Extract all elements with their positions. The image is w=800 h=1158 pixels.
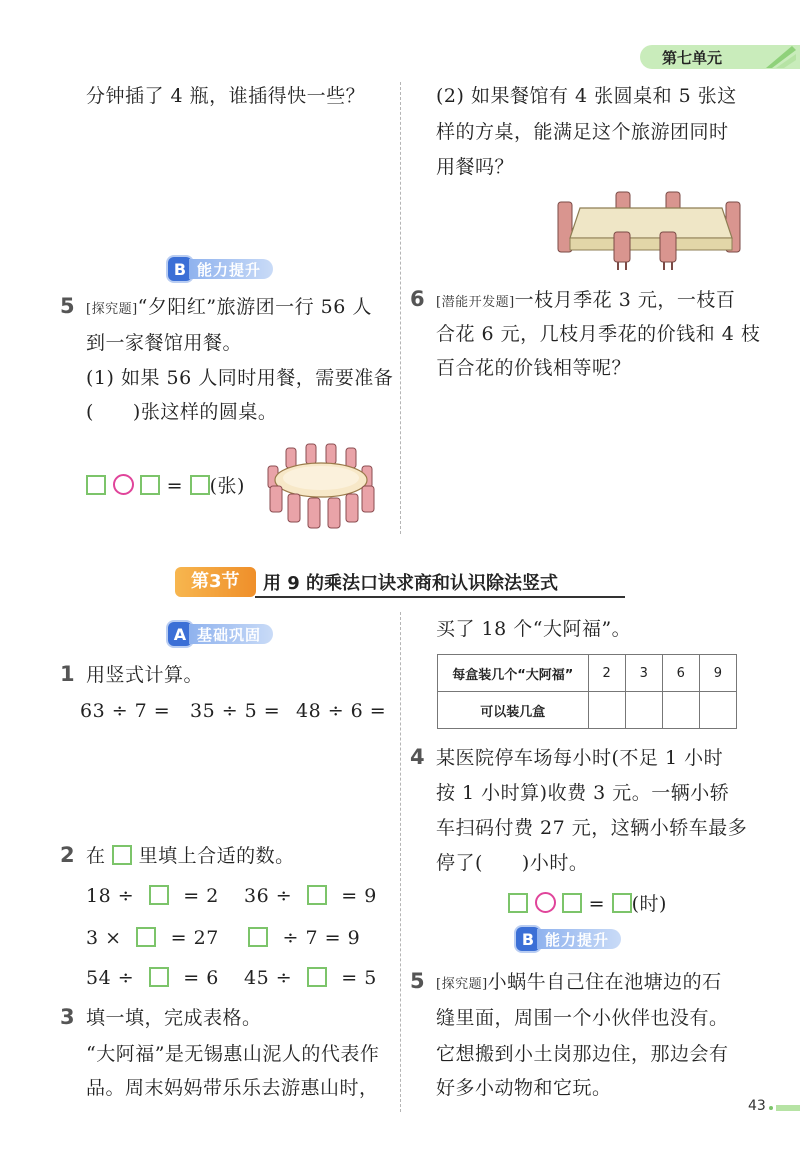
section-title-underline [255, 596, 625, 598]
question-text: 小蜗牛自己住在池塘边的石 [487, 971, 722, 993]
question-text: “夕阳红”旅游团一行 56 人 [137, 296, 372, 318]
ability-badge-bottom [516, 927, 621, 951]
expr-post: = 5 [341, 967, 377, 989]
question-5b-line4: 好多小动物和它玩。 [436, 1077, 612, 1099]
question-1-text: 用竖式计算。 [86, 664, 204, 686]
expression-2: 35 ÷ 5 = [190, 700, 281, 722]
question-tag: [潜能开发题] [436, 295, 515, 310]
answer-box[interactable] [248, 927, 268, 947]
question-5-number: 5 [60, 294, 75, 318]
expression-3: 48 ÷ 6 = [296, 700, 387, 722]
page-number: 43 [748, 1098, 766, 1114]
question-4-number: 4 [410, 745, 425, 769]
fill-row-1a [86, 880, 219, 913]
section-title: 用 9 的乘法口诀求商和认识除法竖式 [263, 573, 559, 594]
square-table-illustration [556, 190, 742, 272]
table-row-label: 每盒装几个“大阿福” [438, 655, 589, 692]
question-5-part1-line2: ( )张这样的圆桌。 [86, 401, 278, 423]
fill-row-3b [244, 962, 377, 995]
expr-pre: 45 ÷ [244, 967, 293, 989]
question-6-line3: 百合花的价钱相等呢？ [436, 357, 632, 379]
badge-letter: B [516, 927, 540, 951]
expr-pre: 3 × [86, 927, 122, 949]
answer-box[interactable] [149, 885, 169, 905]
question-5-part1-line1: (1) 如果 56 人同时用餐，需要准备 [86, 367, 394, 389]
question-2-text [86, 840, 295, 873]
table-answer-cell[interactable] [625, 692, 662, 729]
question-5b-line1 [436, 966, 722, 1001]
question-3-text: 填一填，完成表格。 [86, 1007, 262, 1029]
question-text: 在 [86, 845, 106, 867]
question-6-line2: 合花 6 元，几枝月季花的价钱和 4 枝 [436, 323, 761, 345]
answer-box[interactable] [86, 475, 106, 495]
question-tag: [探究题] [436, 977, 488, 992]
question-6-number: 6 [410, 287, 425, 311]
question-3-number: 3 [60, 1005, 75, 1029]
column-divider-bottom [400, 612, 401, 1112]
question-5b-number: 5 [410, 969, 425, 993]
badge-letter: A [168, 622, 192, 646]
table-answer-cell[interactable] [588, 692, 625, 729]
question-2-number: 2 [60, 843, 75, 867]
badge-text: 能力提升 [537, 929, 621, 949]
section-label: 第3节 [175, 567, 256, 597]
table-cell: 2 [588, 655, 625, 692]
badge-text: 基础巩固 [189, 624, 273, 644]
question-6-line1 [436, 284, 735, 319]
question-4-line3: 车扫码付费 27 元，这辆小轿车最多 [436, 817, 748, 839]
question-5b-line2: 缝里面，周围一个小伙伴也没有。 [436, 1007, 729, 1029]
question-5-line2: 到一家餐馆用餐。 [86, 332, 243, 354]
question-3-line2: “大阿福”是无锡惠山泥人的代表作 [86, 1043, 380, 1065]
question-text: 一枝月季花 3 元，一枝百 [514, 289, 736, 311]
badge-letter: B [168, 257, 192, 281]
answer-box[interactable] [149, 967, 169, 987]
table-cell: 9 [699, 655, 736, 692]
question-text: 里填上合适的数。 [138, 845, 295, 867]
badge-text: 能力提升 [189, 259, 273, 279]
fill-table [437, 654, 737, 729]
unit-text: (时) [631, 893, 667, 915]
expr-post: ÷ 7 = 9 [282, 927, 361, 949]
round-table-illustration [266, 442, 376, 532]
answer-box[interactable] [307, 967, 327, 987]
expr-post: = 9 [341, 885, 377, 907]
answer-box[interactable] [190, 475, 210, 495]
basic-badge [168, 622, 273, 646]
expr-post: = 2 [183, 885, 219, 907]
table-cell: 3 [625, 655, 662, 692]
answer-box[interactable] [140, 475, 160, 495]
unit-header [640, 42, 800, 72]
fill-row-1b [244, 880, 377, 913]
question-tag: [探究题] [86, 302, 138, 317]
question-4-line4: 停了( )小时。 [436, 852, 589, 874]
expr-pre: 36 ÷ [244, 885, 293, 907]
equation-template-right [508, 888, 667, 921]
expression-1: 63 ÷ 7 = [80, 700, 171, 722]
question-5-part2-line3: 用餐吗？ [436, 156, 515, 178]
answer-box[interactable] [508, 893, 528, 913]
page-dot [769, 1106, 773, 1110]
table-cell: 6 [662, 655, 699, 692]
question-4-line1: 某医院停车场每小时(不足 1 小时 [436, 747, 724, 769]
header-decoration-icon [762, 44, 798, 70]
table-answer-cell[interactable] [699, 692, 736, 729]
fill-row-2b [248, 922, 360, 955]
example-box [112, 845, 132, 865]
equation-template [86, 470, 245, 503]
ability-badge-top [168, 257, 273, 281]
page-bar [776, 1105, 800, 1111]
operator-circle[interactable] [113, 474, 134, 495]
expr-pre: 18 ÷ [86, 885, 135, 907]
continued-text-right: 买了 18 个“大阿福”。 [436, 618, 632, 640]
unit-text: (张) [209, 475, 245, 497]
fill-row-3a [86, 962, 219, 995]
expr-pre: 54 ÷ [86, 967, 135, 989]
question-4-line2: 按 1 小时算)收费 3 元。一辆小轿 [436, 782, 730, 804]
answer-box[interactable] [136, 927, 156, 947]
question-5-line1 [86, 291, 372, 326]
question-5b-line3: 它想搬到小土岗那边住，那边会有 [436, 1043, 729, 1065]
operator-circle[interactable] [535, 892, 556, 913]
answer-box[interactable] [307, 885, 327, 905]
page-number-area [744, 1096, 800, 1120]
table-row-label: 可以装几盒 [438, 692, 589, 729]
unit-label: 第七单元 [662, 49, 723, 67]
question-1-number: 1 [60, 662, 75, 686]
expr-post: = 6 [183, 967, 219, 989]
equals-sign: = [166, 475, 184, 497]
expr-post: = 27 [170, 927, 219, 949]
question-3-line3: 品。周末妈妈带乐乐去游惠山时， [86, 1077, 379, 1099]
answer-box[interactable] [562, 893, 582, 913]
section-header [175, 564, 645, 600]
continued-text: 分钟插了 4 瓶，谁插得快一些？ [86, 85, 366, 107]
equals-sign: = [588, 893, 606, 915]
fill-row-2a [86, 922, 219, 955]
question-5-part2-line1: (2) 如果餐馆有 4 张圆桌和 5 张这 [436, 85, 737, 107]
answer-box[interactable] [612, 893, 632, 913]
column-divider-top [400, 82, 401, 534]
question-5-part2-line2: 样的方桌，能满足这个旅游团同时 [436, 121, 729, 143]
table-answer-cell[interactable] [662, 692, 699, 729]
